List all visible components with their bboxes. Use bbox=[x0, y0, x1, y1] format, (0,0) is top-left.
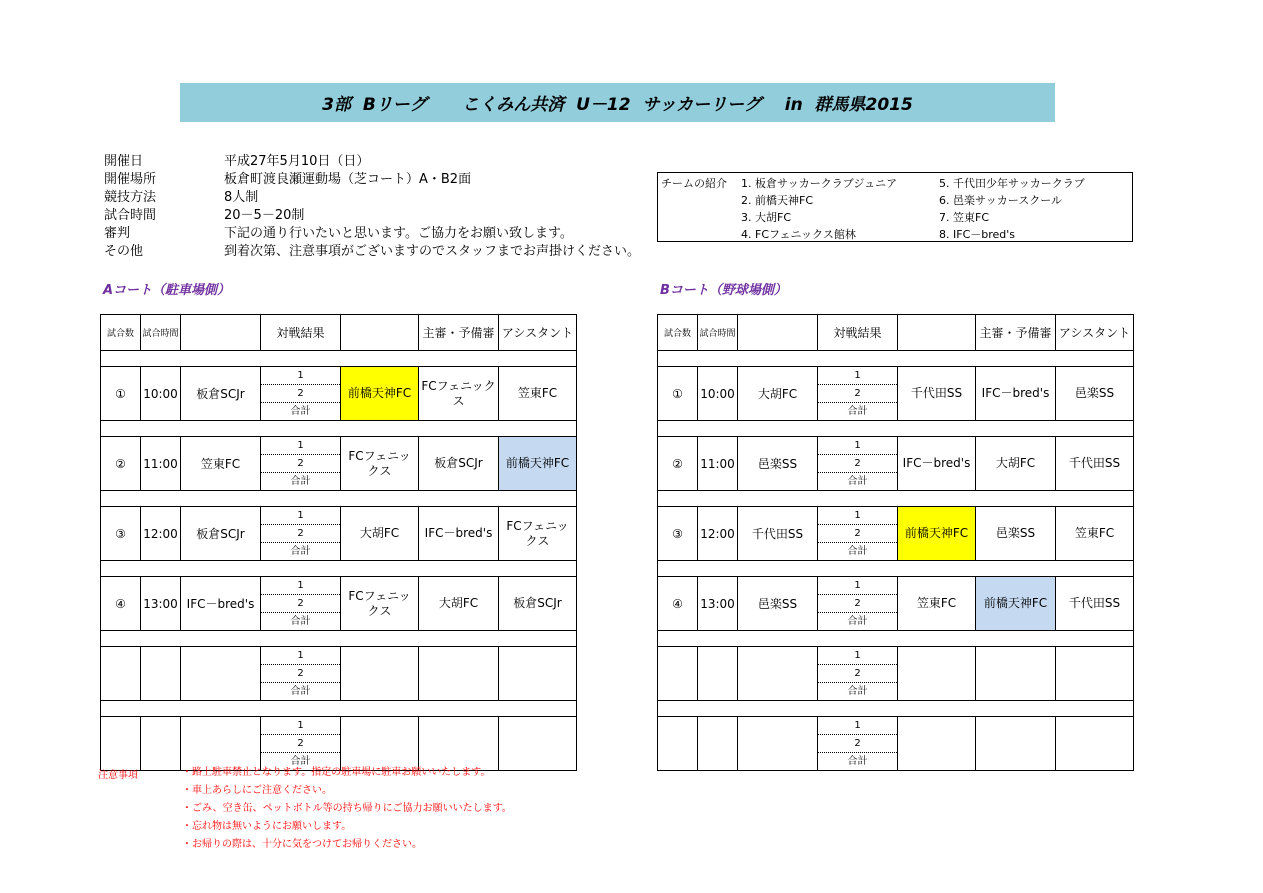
referee-cell: IFC－bred's bbox=[976, 367, 1056, 421]
spacer-row bbox=[658, 631, 1134, 647]
info-value: 板倉町渡良瀬運動場（芝コート）A・B2面 bbox=[224, 172, 472, 187]
team-home bbox=[181, 717, 261, 771]
team-home: 板倉SCJr bbox=[181, 367, 261, 421]
assistant-cell: 笠東FC bbox=[499, 367, 577, 421]
score-line: 1 bbox=[261, 647, 340, 665]
info-row-venue bbox=[104, 171, 640, 189]
match-row bbox=[101, 367, 577, 421]
team-away: FCフェニックス bbox=[341, 437, 419, 491]
score-line: 合計 bbox=[847, 406, 868, 417]
match-number bbox=[658, 717, 698, 771]
score-line: 合計 bbox=[290, 476, 311, 487]
assistant-cell: 前橋天神FC bbox=[499, 437, 577, 491]
assistant-cell: 板倉SCJr bbox=[499, 577, 577, 631]
match-time: 11:00 bbox=[141, 437, 181, 491]
score-line: 合計 bbox=[290, 546, 311, 557]
match-number: ④ bbox=[658, 577, 698, 631]
spacer-cell bbox=[101, 351, 577, 367]
team-home: IFC－bred's bbox=[181, 577, 261, 631]
score-cell bbox=[261, 717, 341, 771]
header-blank bbox=[738, 315, 818, 351]
team-item: 3. 大胡FC bbox=[741, 211, 791, 224]
info-label: 試合時間 bbox=[104, 208, 157, 223]
header-assistant: アシスタント bbox=[1056, 315, 1134, 351]
team-away: 大胡FC bbox=[341, 507, 419, 561]
match-time bbox=[141, 717, 181, 771]
spacer-row bbox=[101, 351, 577, 367]
header-blank bbox=[181, 315, 261, 351]
score-line: 合計 bbox=[290, 756, 311, 767]
note-item: ・路上駐車禁止となります。指定の駐車場に駐車お願いいたします。 bbox=[182, 767, 491, 778]
score-cell bbox=[261, 507, 341, 561]
score-cell bbox=[818, 647, 898, 701]
score-line: 1 bbox=[261, 717, 340, 735]
match-time: 10:00 bbox=[698, 367, 738, 421]
team-item: 6. 邑楽サッカースクール bbox=[939, 194, 1063, 207]
score-line: 2 bbox=[818, 665, 897, 683]
header-referee: 主審・予備審 bbox=[419, 315, 499, 351]
match-row bbox=[658, 367, 1134, 421]
score-line: 1 bbox=[261, 367, 340, 385]
notes-label: 注意事項 bbox=[98, 770, 138, 781]
team-home: 千代田SS bbox=[738, 507, 818, 561]
court-b-schedule bbox=[657, 314, 1134, 771]
info-label: 審判 bbox=[104, 226, 131, 241]
info-value: 8人制 bbox=[224, 190, 259, 205]
match-time: 12:00 bbox=[698, 507, 738, 561]
score-line: 合計 bbox=[847, 686, 868, 697]
notes-list bbox=[182, 766, 642, 856]
header-time: 試合時間 bbox=[141, 315, 181, 351]
team-away bbox=[898, 717, 976, 771]
score-line: 2 bbox=[818, 525, 897, 543]
match-time: 12:00 bbox=[141, 507, 181, 561]
info-label: 開催日 bbox=[104, 154, 144, 169]
team-item: 1. 板倉サッカークラブジュニア bbox=[741, 177, 898, 190]
score-cell bbox=[261, 577, 341, 631]
spacer-cell bbox=[658, 351, 1134, 367]
referee-cell: 邑楽SS bbox=[976, 507, 1056, 561]
team-home: 邑楽SS bbox=[738, 577, 818, 631]
match-row bbox=[658, 577, 1134, 631]
spacer-cell bbox=[658, 701, 1134, 717]
team-away: 前橋天神FC bbox=[898, 507, 976, 561]
info-label: その他 bbox=[104, 244, 144, 259]
match-number: ④ bbox=[101, 577, 141, 631]
score-cell bbox=[261, 647, 341, 701]
note-item: ・ごみ、空き缶、ペットボトル等の持ち帰りにご協力お願いいたします。 bbox=[182, 803, 512, 814]
assistant-cell: FCフェニックス bbox=[499, 507, 577, 561]
header-blank bbox=[898, 315, 976, 351]
score-line: 1 bbox=[261, 437, 340, 455]
match-row bbox=[658, 507, 1134, 561]
score-cell bbox=[818, 507, 898, 561]
header-time: 試合時間 bbox=[698, 315, 738, 351]
score-line: 2 bbox=[261, 665, 340, 683]
info-row-format bbox=[104, 189, 640, 207]
spacer-cell bbox=[658, 491, 1134, 507]
referee-cell: 板倉SCJr bbox=[419, 437, 499, 491]
score-line: 2 bbox=[261, 525, 340, 543]
header-match-no: 試合数 bbox=[658, 315, 698, 351]
spacer-cell bbox=[101, 561, 577, 577]
score-line: 1 bbox=[261, 577, 340, 595]
match-time: 10:00 bbox=[141, 367, 181, 421]
header-result: 対戦結果 bbox=[261, 315, 341, 351]
score-line: 1 bbox=[261, 507, 340, 525]
spacer-cell bbox=[101, 491, 577, 507]
score-line: 1 bbox=[818, 367, 897, 385]
match-number bbox=[658, 647, 698, 701]
spacer-row bbox=[101, 701, 577, 717]
score-line: 1 bbox=[818, 437, 897, 455]
referee-cell bbox=[976, 717, 1056, 771]
match-number: ② bbox=[101, 437, 141, 491]
referee-cell: FCフェニックス bbox=[419, 367, 499, 421]
header-row bbox=[101, 315, 577, 351]
court-a-schedule bbox=[100, 314, 577, 771]
team-intro-box bbox=[657, 172, 1133, 242]
match-number bbox=[101, 647, 141, 701]
match-time bbox=[698, 717, 738, 771]
header-blank bbox=[341, 315, 419, 351]
score-line: 2 bbox=[261, 735, 340, 753]
spacer-cell bbox=[658, 561, 1134, 577]
match-time: 11:00 bbox=[698, 437, 738, 491]
team-away bbox=[341, 717, 419, 771]
info-label: 競技方法 bbox=[104, 190, 157, 205]
referee-cell: 前橋天神FC bbox=[976, 577, 1056, 631]
info-value: 20－5－20制 bbox=[224, 208, 305, 223]
team-item: 5. 千代田少年サッカークラブ bbox=[939, 177, 1085, 190]
match-number: ① bbox=[101, 367, 141, 421]
referee-cell: IFC－bred's bbox=[419, 507, 499, 561]
team-away bbox=[898, 647, 976, 701]
team-home: 板倉SCJr bbox=[181, 507, 261, 561]
assistant-cell: 邑楽SS bbox=[1056, 367, 1134, 421]
referee-cell: 大胡FC bbox=[419, 577, 499, 631]
team-intro-heading: チームの紹介 bbox=[661, 177, 727, 190]
assistant-cell: 千代田SS bbox=[1056, 437, 1134, 491]
match-row bbox=[658, 437, 1134, 491]
assistant-cell bbox=[499, 647, 577, 701]
header-match-no: 試合数 bbox=[101, 315, 141, 351]
match-row bbox=[101, 507, 577, 561]
match-number: ② bbox=[658, 437, 698, 491]
spacer-row bbox=[658, 701, 1134, 717]
referee-cell: 大胡FC bbox=[976, 437, 1056, 491]
assistant-cell bbox=[499, 717, 577, 771]
court-b-title: Bコート（野球場側） bbox=[660, 283, 787, 298]
match-row bbox=[101, 437, 577, 491]
score-line: 1 bbox=[818, 507, 897, 525]
score-line: 合計 bbox=[847, 546, 868, 557]
team-away bbox=[341, 647, 419, 701]
score-line: 2 bbox=[818, 735, 897, 753]
score-line: 1 bbox=[818, 647, 897, 665]
header-referee: 主審・予備審 bbox=[976, 315, 1056, 351]
score-line: 1 bbox=[818, 717, 897, 735]
match-row bbox=[101, 717, 577, 771]
spacer-cell bbox=[101, 631, 577, 647]
note-item: ・忘れ物は無いようにお願いします。 bbox=[182, 821, 352, 832]
score-cell bbox=[261, 437, 341, 491]
match-row bbox=[658, 647, 1134, 701]
match-row bbox=[101, 647, 577, 701]
spacer-row bbox=[101, 421, 577, 437]
team-home bbox=[181, 647, 261, 701]
team-item: 7. 笠東FC bbox=[939, 211, 989, 224]
team-home: 邑楽SS bbox=[738, 437, 818, 491]
info-row-other bbox=[104, 243, 640, 261]
info-value: 下記の通り行いたいと思います。ご協力をお願い致します。 bbox=[224, 226, 573, 241]
spacer-cell bbox=[101, 421, 577, 437]
score-line: 2 bbox=[818, 385, 897, 403]
assistant-cell: 千代田SS bbox=[1056, 577, 1134, 631]
match-row bbox=[101, 577, 577, 631]
spacer-row bbox=[101, 491, 577, 507]
info-label: 開催場所 bbox=[104, 172, 157, 187]
team-away: FCフェニックス bbox=[341, 577, 419, 631]
team-item: 2. 前橋天神FC bbox=[741, 194, 813, 207]
assistant-cell bbox=[1056, 647, 1134, 701]
match-time bbox=[141, 647, 181, 701]
page-title: 3部 Bリーグ こくみん共済 U－12 サッカーリーグ in 群馬県2015 bbox=[180, 83, 1055, 122]
score-line: 合計 bbox=[847, 476, 868, 487]
score-line: 合計 bbox=[290, 686, 311, 697]
score-line: 2 bbox=[261, 595, 340, 613]
score-cell bbox=[261, 367, 341, 421]
match-number bbox=[101, 717, 141, 771]
assistant-cell: 笠東FC bbox=[1056, 507, 1134, 561]
event-info bbox=[104, 153, 640, 261]
score-line: 2 bbox=[261, 455, 340, 473]
team-away: 千代田SS bbox=[898, 367, 976, 421]
header-result: 対戦結果 bbox=[818, 315, 898, 351]
score-line: 合計 bbox=[847, 756, 868, 767]
score-line: 2 bbox=[261, 385, 340, 403]
spacer-row bbox=[658, 561, 1134, 577]
info-row-referee bbox=[104, 225, 640, 243]
team-list-left bbox=[741, 175, 897, 243]
match-time bbox=[698, 647, 738, 701]
header-row bbox=[658, 315, 1134, 351]
spacer-row bbox=[658, 351, 1134, 367]
match-time: 13:00 bbox=[141, 577, 181, 631]
info-value: 到着次第、注意事項がございますのでスタッフまでお声掛けください。 bbox=[224, 244, 641, 259]
score-cell bbox=[818, 717, 898, 771]
match-number: ① bbox=[658, 367, 698, 421]
team-item: 8. IFC－bred's bbox=[939, 228, 1016, 241]
note-item: ・お帰りの際は、十分に気をつけてお帰りください。 bbox=[182, 839, 422, 850]
score-line: 1 bbox=[818, 577, 897, 595]
team-home bbox=[738, 647, 818, 701]
info-value: 平成27年5月10日（日） bbox=[224, 154, 370, 169]
spacer-cell bbox=[101, 701, 577, 717]
score-cell bbox=[818, 577, 898, 631]
team-away: 前橋天神FC bbox=[341, 367, 419, 421]
score-line: 合計 bbox=[847, 616, 868, 627]
info-row-duration bbox=[104, 207, 640, 225]
court-a-title: Aコート（駐車場側） bbox=[103, 283, 231, 298]
match-time: 13:00 bbox=[698, 577, 738, 631]
spacer-row bbox=[658, 491, 1134, 507]
referee-cell bbox=[419, 717, 499, 771]
spacer-cell bbox=[658, 631, 1134, 647]
team-home: 笠東FC bbox=[181, 437, 261, 491]
note-item: ・車上あらしにご注意ください。 bbox=[182, 785, 332, 796]
referee-cell bbox=[976, 647, 1056, 701]
team-list-right bbox=[939, 175, 1085, 243]
team-away: 笠東FC bbox=[898, 577, 976, 631]
team-item: 4. FCフェニックス館林 bbox=[741, 228, 856, 241]
header-assistant: アシスタント bbox=[499, 315, 577, 351]
spacer-row bbox=[101, 561, 577, 577]
team-away: IFC－bred's bbox=[898, 437, 976, 491]
score-cell bbox=[818, 437, 898, 491]
match-number: ③ bbox=[658, 507, 698, 561]
score-line: 2 bbox=[818, 455, 897, 473]
referee-cell bbox=[419, 647, 499, 701]
score-line: 合計 bbox=[290, 616, 311, 627]
info-row-date bbox=[104, 153, 640, 171]
assistant-cell bbox=[1056, 717, 1134, 771]
match-row bbox=[658, 717, 1134, 771]
match-number: ③ bbox=[101, 507, 141, 561]
score-line: 2 bbox=[818, 595, 897, 613]
team-home bbox=[738, 717, 818, 771]
team-home: 大胡FC bbox=[738, 367, 818, 421]
spacer-row bbox=[658, 421, 1134, 437]
spacer-row bbox=[101, 631, 577, 647]
score-line: 合計 bbox=[290, 406, 311, 417]
score-cell bbox=[818, 367, 898, 421]
spacer-cell bbox=[658, 421, 1134, 437]
